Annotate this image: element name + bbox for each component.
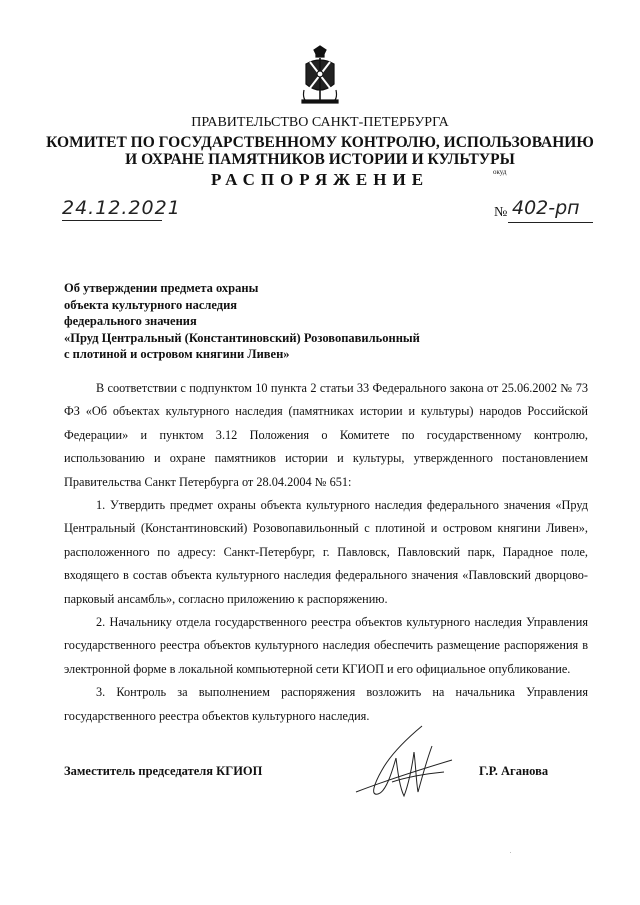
handwritten-signature-icon <box>352 722 462 802</box>
committee-title <box>0 134 640 168</box>
number-underline <box>508 222 593 223</box>
document-type: РАСПОРЯЖЕНИЕ <box>210 170 430 189</box>
body-paragraph-preamble: В соответствии с подпунктом 10 пункта 2 статьи 33 Федерального закона от 25.06.2002 № 73 ФЗ «Об объектах культурного наследия (памятниках истории и культуры) народов Российской Федерации» и пунктом 3.12 Положения о Комитете по государственному контролю, использованию и охране памятников истории и культуры, утвержденного постановлением Правительства Санкт Петербурга от 28.04.2004 № 651: <box>64 381 588 489</box>
okud-label: окуд <box>493 168 507 176</box>
signatory-title: Заместитель председателя КГИОП <box>64 764 263 778</box>
body-paragraph-item-3: 3. Контроль за выполнением распоряжения возложить на начальника Управления государственного реестра объектов культурного наследия. <box>64 685 588 723</box>
date-underline <box>62 220 162 221</box>
committee-title-line1: КОМИТЕТ ПО ГОСУДАРСТВЕННОМУ КОНТРОЛЮ, ИСПОЛЬЗОВАНИЮ <box>46 134 594 151</box>
subject-block <box>64 280 524 363</box>
document-number: 402-рп <box>512 197 580 219</box>
body-paragraph-item-1: 1. Утвердить предмет охраны объекта культурного наследия федерального значения «Пруд Центральный (Константиновский) Розовопавильонный с плотиной и островом княгини Ливен», расположенного по адресу: Санкт-Петербург, г. Павловск, Павловский парк, Парадное поле, входящего в состав объекта культурного наследия федерального значения «Павловский дворцово-парковый ансамбль», согласно приложению к распоряжению. <box>64 498 588 606</box>
body-paragraph-item-2: 2. Начальнику отдела государственного реестра объектов культурного наследия Управления государственного реестра объектов культурного наследия обеспечить размещение распоряжения в электронной форме в локальной компьютерной сети КГИОП и его официальное опубликование. <box>64 615 588 676</box>
document-date: 24.12.2021 <box>62 197 181 219</box>
subject-line: Об утверждении предмета охраны <box>64 281 259 295</box>
subject-line: федерального значения <box>64 314 197 328</box>
subject-line: «Пруд Центральный (Константиновский) Розовопавильонный <box>64 330 420 345</box>
subject-line: объекта культурного наследия <box>64 297 238 312</box>
number-sign: № <box>494 205 508 220</box>
committee-title-line2: И ОХРАНЕ ПАМЯТНИКОВ ИСТОРИИ И КУЛЬТУРЫ <box>125 151 515 168</box>
subject-line: с плотиной и островом княгини Ливен» <box>64 347 290 361</box>
scan-speck <box>510 852 511 853</box>
document-body <box>64 377 588 728</box>
government-title: ПРАВИТЕЛЬСТВО САНКТ-ПЕТЕРБУРГА <box>191 115 449 130</box>
coat-of-arms-icon <box>298 44 342 106</box>
signatory-name: Г.Р. Аганова <box>479 764 549 778</box>
